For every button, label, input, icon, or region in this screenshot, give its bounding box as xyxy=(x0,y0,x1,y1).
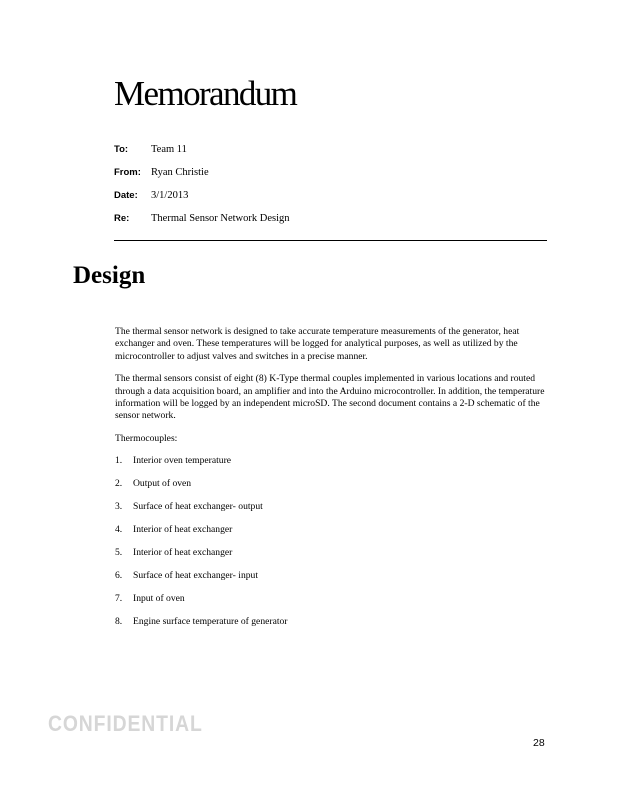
list-item-number: 6. xyxy=(115,570,123,582)
paragraph-sensors: The thermal sensors consist of eight (8) K-Type thermal couples implemented in various locations and routed through a data acquisition board, an amplifier and into the Arduino microcontroller. In addition, the temperature information will be logged by an independent microSD. The second document contains a 2-D schematic of the sensor network. xyxy=(115,373,545,422)
field-from-label: From: xyxy=(114,167,141,178)
section-body xyxy=(115,326,547,639)
list-item xyxy=(115,547,547,570)
field-re-value: Thermal Sensor Network Design xyxy=(151,213,290,224)
list-item-number: 7. xyxy=(115,593,123,605)
field-to-value: Team 11 xyxy=(151,144,187,155)
list-item xyxy=(115,593,547,616)
list-item-text: Interior of heat exchanger xyxy=(133,547,233,559)
confidential-watermark: CONFIDENTIAL xyxy=(48,711,203,736)
field-to-label: To: xyxy=(114,144,129,155)
list-item-number: 1. xyxy=(115,455,123,467)
paragraph-intro: The thermal sensor network is designed to take accurate temperature measurements of the generator, heat exchanger and oven. These temperatures will be logged for analytical purposes, as well as utilized by the microcontroller to adjust valves and switches in a precise manner. xyxy=(115,326,520,362)
field-date-label: Date: xyxy=(114,190,138,201)
list-item-text: Engine surface temperature of generator xyxy=(133,616,288,628)
list-item-number: 8. xyxy=(115,616,123,628)
list-item xyxy=(115,570,547,593)
memo-title: Memorandum xyxy=(114,74,297,113)
list-item xyxy=(115,501,547,524)
list-item-text: Interior of heat exchanger xyxy=(133,524,233,536)
page-number: 28 xyxy=(533,737,545,749)
list-item-number: 5. xyxy=(115,547,123,559)
list-item-number: 4. xyxy=(115,524,123,536)
list-item xyxy=(115,524,547,547)
header-divider xyxy=(114,240,547,241)
field-re-label: Re: xyxy=(114,213,130,224)
field-from-value: Ryan Christie xyxy=(151,167,209,178)
list-item-text: Surface of heat exchanger- output xyxy=(133,501,263,513)
list-item-text: Interior oven temperature xyxy=(133,455,232,467)
thermocouples-label: Thermocouples: xyxy=(115,432,178,444)
list-item-text: Output of oven xyxy=(133,478,192,490)
list-item-text: Input of oven xyxy=(133,593,185,605)
list-item xyxy=(115,455,547,478)
list-item-number: 3. xyxy=(115,501,123,513)
section-heading: Design xyxy=(73,262,146,289)
list-item-text: Surface of heat exchanger- input xyxy=(133,570,258,582)
list-item-number: 2. xyxy=(115,478,123,490)
field-date-value: 3/1/2013 xyxy=(151,190,189,201)
list-item xyxy=(115,616,547,639)
thermocouple-list xyxy=(115,455,547,639)
list-item xyxy=(115,478,547,501)
